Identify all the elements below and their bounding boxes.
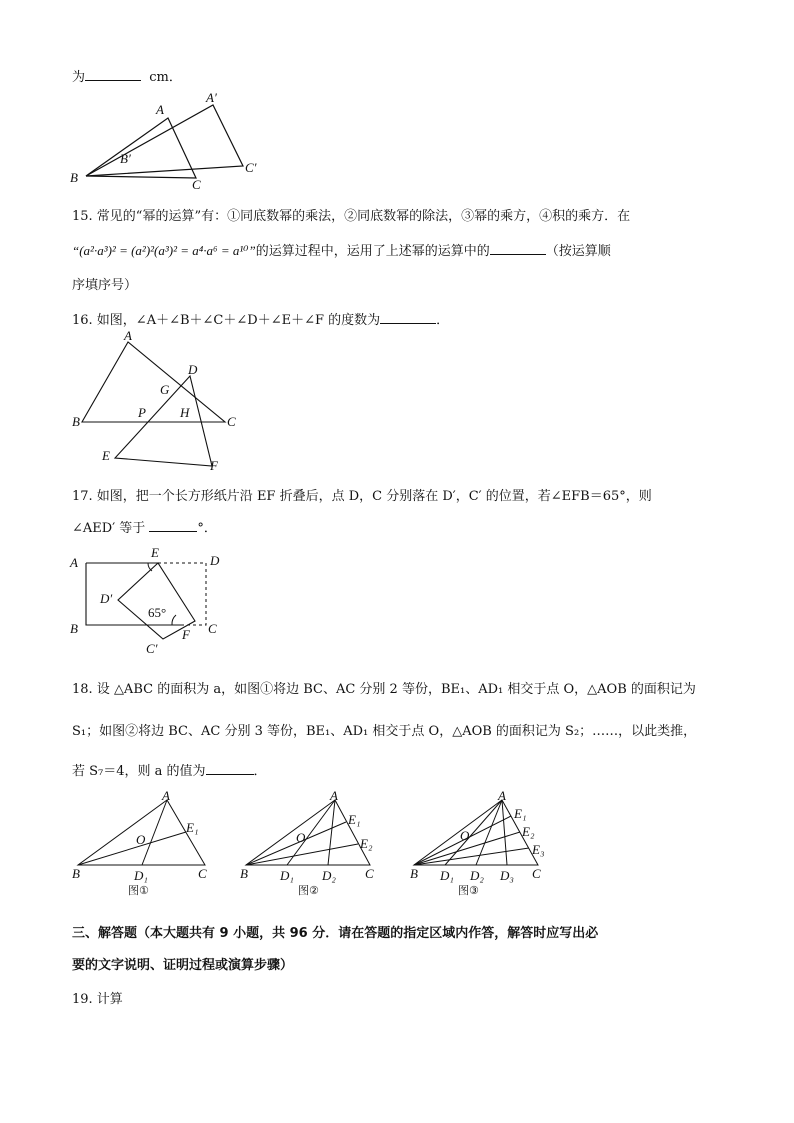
q17-label-A: A — [70, 555, 78, 570]
q18-f1-D1: D₁ — [134, 868, 148, 883]
q18-f3-D3: D₃ — [500, 868, 514, 883]
q17-label-B: B — [70, 621, 78, 636]
q18-f2-D2: D₂ — [322, 868, 336, 883]
q14-label-A: A — [156, 102, 164, 117]
q18-caption-3: 图③ — [458, 884, 479, 897]
q18-f3-O: O — [460, 828, 470, 843]
q18-f3-B: B — [410, 866, 418, 881]
q17-label-C: C — [208, 621, 217, 636]
q18-caption-2: 图② — [298, 884, 319, 897]
q15-blank — [490, 242, 546, 255]
q18-text3: 若 S₇＝4，则 a 的值为 — [72, 764, 206, 779]
q16-label-H: H — [180, 405, 190, 420]
q18-f2-O: O — [296, 830, 306, 845]
q18-caption-1: 图① — [128, 884, 149, 897]
q18-f1-C: C — [198, 866, 207, 881]
q14-blank — [85, 68, 141, 81]
q18-line3 — [72, 760, 267, 779]
q17-line1: 17. 如图，把一个长方形纸片沿 EF 折叠后，点 D，C 分别落在 D′，C′ 的位置，若∠EFB＝65°，则 — [72, 489, 652, 504]
q18-f1-O: O — [136, 832, 146, 847]
q18-f3-E1: E₁ — [514, 806, 527, 821]
q17-label-Cp: C′ — [146, 641, 158, 656]
q14-prefix: 为 — [72, 70, 86, 85]
q18-f3-E3: E₃ — [532, 842, 545, 857]
q15-line3: 序填序号） — [72, 278, 138, 293]
q17-text2: ∠AED′ 等于 — [72, 521, 146, 536]
q15-line2 — [72, 240, 611, 259]
q18-f2-E2: E₂ — [360, 836, 373, 851]
q16-text: 16. 如图，∠A＋∠B＋∠C＋∠D＋∠E＋∠F 的度数为 — [72, 313, 381, 328]
q17-end: °． — [197, 521, 217, 536]
q14-label-C: C — [192, 177, 201, 192]
q16-label-A: A — [124, 328, 132, 343]
q16-blank — [380, 311, 436, 324]
q17-blank — [149, 519, 197, 532]
q18-f2-E1: E₁ — [348, 812, 361, 827]
q16-label-G: G — [160, 382, 170, 397]
q18-blank — [206, 762, 254, 775]
q16-label-F: F — [210, 458, 218, 473]
q14-figure — [68, 90, 268, 190]
q16-label-D: D — [188, 362, 198, 377]
q17-label-E: E — [151, 545, 159, 560]
q15-line1: 15. 常见的“幂的运算”有：①同底数幂的乘法，②同底数幂的除法，③幂的乘方，④积的乘方．在 — [72, 209, 631, 224]
q18-f2-A: A — [330, 788, 338, 803]
q18-figure-1 — [72, 788, 212, 897]
q17-label-F: F — [182, 627, 190, 642]
q18-f1-A: A — [162, 788, 170, 803]
q18-end: ． — [253, 764, 267, 779]
q14-label-Cp: C′ — [245, 160, 257, 175]
q18-figure-2 — [240, 788, 390, 897]
q14-unit: cm． — [149, 70, 182, 85]
q18-line1: 18. 设 △ABC 的面积为 a，如图①将边 BC、AC 分别 2 等份，BE₁、AD₁ 相交于点 O，△AOB 的面积记为 — [72, 682, 696, 697]
q15-text3: （按运算顺 — [545, 244, 611, 259]
q16-label-E: E — [102, 448, 110, 463]
q16-label-B: B — [72, 414, 80, 429]
section3-title: 三、解答题（本大题共有 9 小题，共 96 分．请在答题的指定区域内作答，解答时应写出必 — [72, 926, 599, 941]
q18-f3-D1: D₁ — [440, 868, 454, 883]
q16-line — [72, 309, 449, 328]
q16-label-C: C — [227, 414, 236, 429]
q18-f3-D2: D₂ — [470, 868, 484, 883]
q15-formula: “(a²·a³)² = (a²)²(a³)² = a⁴·a⁶ = a¹⁰” — [72, 243, 256, 258]
q17-label-D: D — [210, 553, 220, 568]
q18-f3-C: C — [532, 866, 541, 881]
q18-f2-D1: D₁ — [280, 868, 294, 883]
q16-end: ． — [436, 313, 450, 328]
q17-line2 — [72, 517, 217, 536]
q18-f3-A: A — [498, 788, 506, 803]
q18-f2-C: C — [365, 866, 374, 881]
q18-f2-B: B — [240, 866, 248, 881]
q18-figure-3 — [410, 788, 560, 897]
q14-label-B: B — [70, 170, 78, 185]
q18-f1-E1: E₁ — [186, 820, 199, 835]
q15-text2: 的运算过程中，运用了上述幂的运算中的 — [255, 244, 490, 259]
q18-line2: S₁；如图②将边 BC、AC 分别 3 等份，BE₁、AD₁ 相交于点 O，△AOB 的面积记为 S₂；……，以此类推， — [72, 724, 697, 739]
q17-label-Dp: D′ — [100, 591, 113, 606]
q18-f1-B: B — [72, 866, 80, 881]
q17-angle-label: 65° — [148, 605, 167, 620]
q16-figure — [70, 328, 240, 473]
q14-answer-line — [72, 66, 182, 85]
q17-figure — [68, 545, 238, 655]
section3-title2: 要的文字说明、证明过程或演算步骤） — [72, 958, 294, 973]
q18-f3-E2: E₂ — [522, 824, 535, 839]
q16-label-P: P — [138, 405, 146, 420]
q14-label-Ap: A′ — [206, 90, 217, 105]
q19-text: 19. 计算 — [72, 992, 123, 1007]
q14-label-Bp: B′ — [120, 151, 131, 166]
